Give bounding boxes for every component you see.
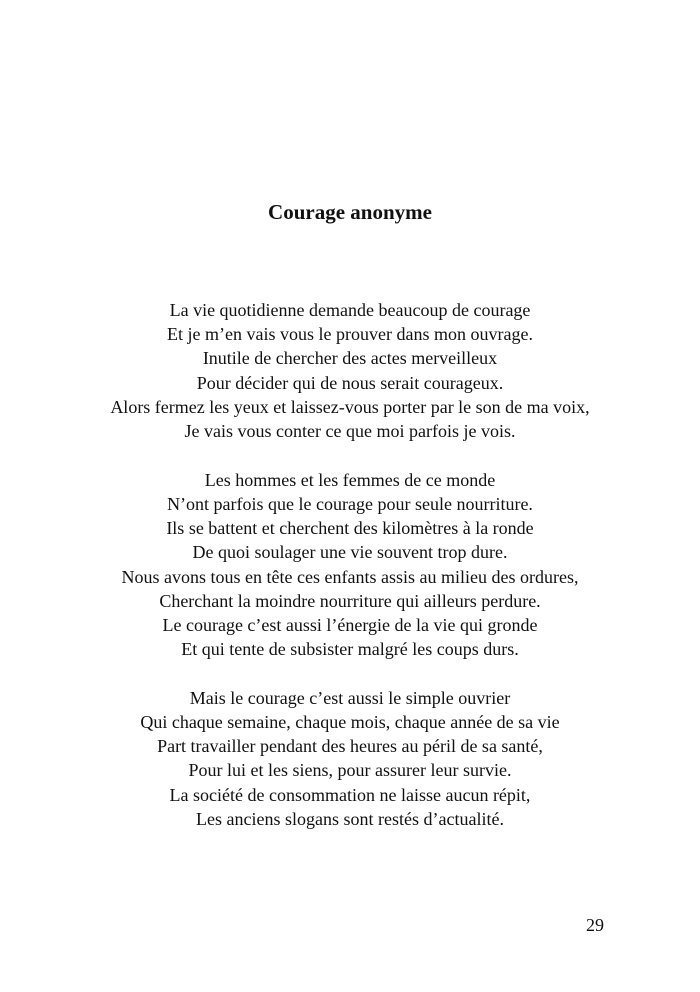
page-number: 29 [586,915,604,935]
poem-line: Je vais vous conter ce que moi parfois je vois. [184,421,516,442]
poem-line: Les anciens slogans sont restés d’actualité. [196,808,504,829]
poem-line: Inutile de chercher des actes merveilleux [202,348,498,369]
poem-line: N’ont parfois que le courage pour seule nourriture. [167,493,533,514]
poem-line: Qui chaque semaine, chaque mois, chaque année de sa vie [140,712,560,733]
poem-line: Mais le courage c’est aussi le simple ouvrier [189,687,511,708]
poem-line: Pour décider qui de nous serait courageux. [196,372,504,393]
stanza-3 [0,686,700,831]
poem-line: Ils se battent et cherchent des kilomètres à la ronde [166,518,534,539]
poem-line: Nous avons tous en tête ces enfants assis au milieu des ordures, [121,566,579,587]
poem-line: Pour lui et les siens, pour assurer leur survie. [188,760,512,781]
poem-line: Les hommes et les femmes de ce monde [204,469,496,490]
poem-body [0,298,700,856]
poem-line: La société de consommation ne laisse aucun répit, [169,784,531,805]
poem-line: La vie quotidienne demande beaucoup de courage [169,300,531,320]
poem-line: Part travailler pendant des heures au péril de sa santé, [157,736,543,757]
stanza-1 [0,298,700,443]
poem-line: De quoi soulager une vie souvent trop dure. [192,542,508,563]
stanza-2 [0,468,700,662]
poem-line: Et je m’en vais vous le prouver dans mon ouvrage. [167,324,533,345]
poem-line: Alors fermez les yeux et laissez-vous porter par le son de ma voix, [110,396,590,417]
poem-line: Cherchant la moindre nourriture qui ailleurs perdure. [159,590,541,611]
poem-line: Et qui tente de subsister malgré les coups durs. [181,639,519,660]
poem-title: Courage anonyme [268,200,432,224]
poem-line: Le courage c’est aussi l’énergie de la vie qui gronde [162,614,538,635]
